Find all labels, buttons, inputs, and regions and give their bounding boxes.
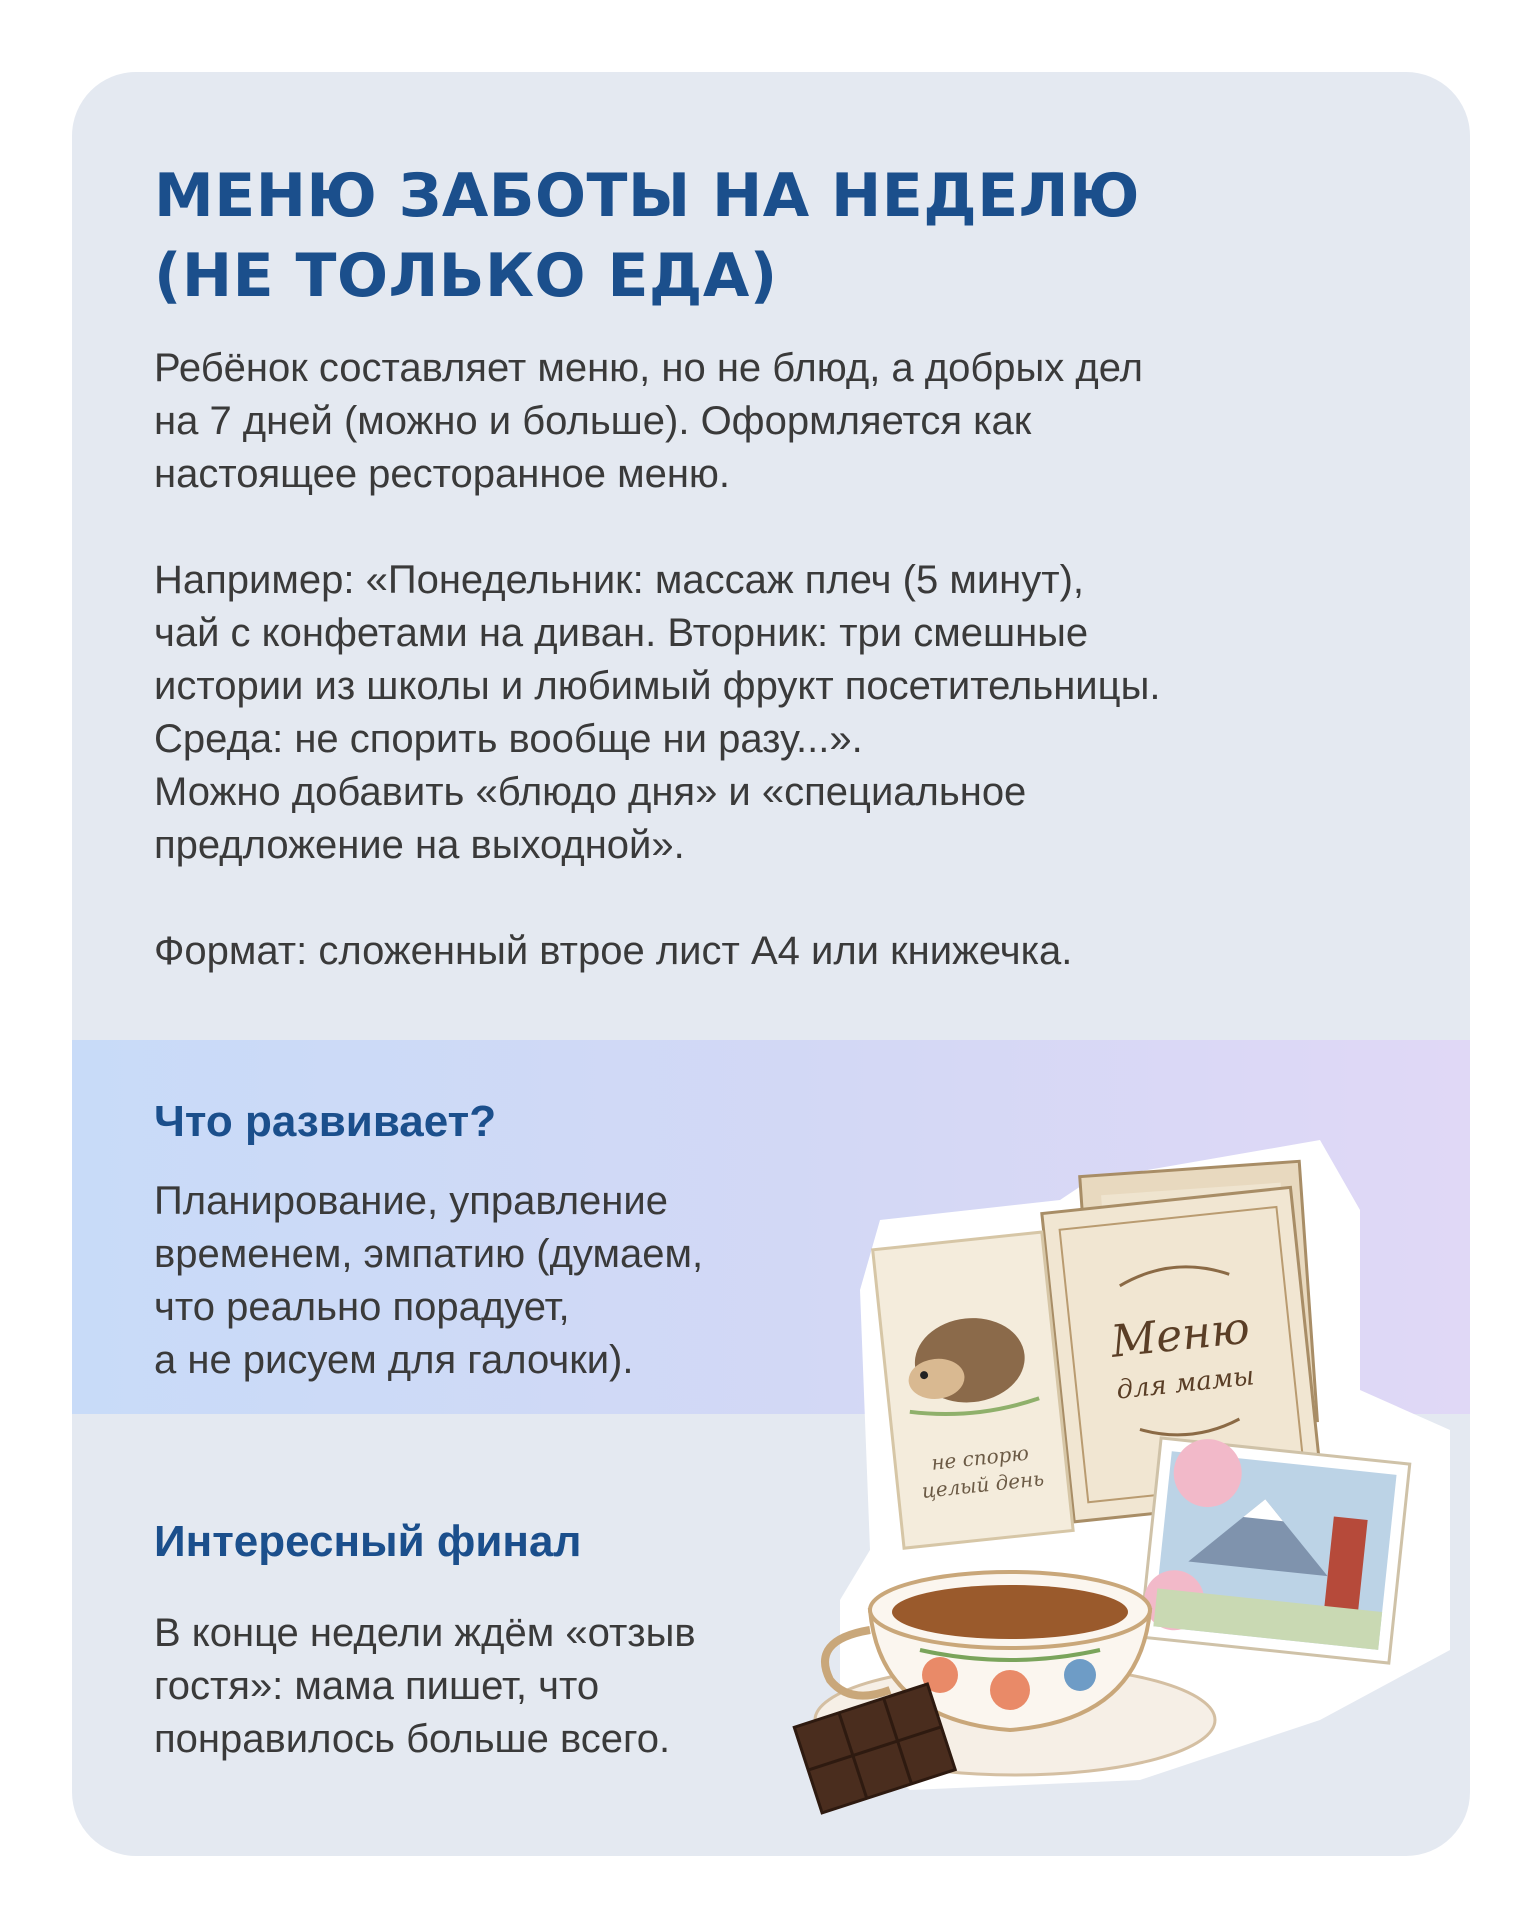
text-line: Ребёнок составляет меню, но не блюд, а добрых дел	[154, 346, 1143, 390]
menu-title: Меню	[1108, 1302, 1253, 1368]
intro-text	[154, 342, 1414, 978]
text-line: временем, эмпатию (думаем,	[154, 1232, 704, 1276]
title-line-1: МЕНЮ ЗАБОТЫ НА НЕДЕЛЮ	[154, 161, 1140, 231]
text-line: В конце недели ждём «отзыв	[154, 1611, 696, 1655]
intro-paragraph-1	[154, 342, 1414, 501]
finale-text	[154, 1607, 696, 1766]
menu-tea-illustration	[760, 1130, 1460, 1830]
text-line: истории из школы и любимый фрукт посетительницы.	[154, 664, 1161, 708]
finale-heading: Интересный финал	[154, 1517, 582, 1566]
text-line: Среда: не спорить вообще ни разу...».	[154, 717, 863, 761]
postcard	[1140, 1434, 1410, 1663]
card-line-1: не спорю	[930, 1440, 1030, 1475]
text-line: настоящее ресторанное меню.	[154, 452, 731, 496]
text-line: Планирование, управление	[154, 1179, 668, 1223]
text-line: на 7 дней (можно и больше). Оформляется как	[154, 399, 1032, 443]
text-line: предложение на выходной».	[154, 823, 685, 867]
intro-paragraph-3	[154, 925, 1414, 978]
hedgehog-card	[873, 1232, 1073, 1548]
develops-heading: Что развивает?	[154, 1097, 497, 1146]
page-title	[154, 156, 1140, 316]
text-line: Формат: сложенный втрое лист А4 или книжечка.	[154, 929, 1073, 973]
text-line: гостя»: мама пишет, что	[154, 1664, 600, 1708]
text-line: что реально порадует,	[154, 1285, 570, 1329]
title-line-2: (НЕ ТОЛЬКО ЕДА)	[154, 241, 778, 311]
text-line: Можно добавить «блюдо дня» и «специальное	[154, 770, 1027, 814]
text-line: Например: «Понедельник: массаж плеч (5 минут),	[154, 558, 1084, 602]
card-line-2: целый день	[920, 1466, 1046, 1503]
menu-subtitle: для мамы	[1115, 1361, 1256, 1406]
chocolate-icon	[794, 1684, 955, 1813]
text-line: а не рисуем для галочки).	[154, 1338, 634, 1382]
text-line: понравилось больше всего.	[154, 1717, 671, 1761]
intro-paragraph-2	[154, 554, 1414, 872]
develops-text	[154, 1175, 703, 1387]
text-line: чай с конфетами на диван. Вторник: три смешные	[154, 611, 1089, 655]
